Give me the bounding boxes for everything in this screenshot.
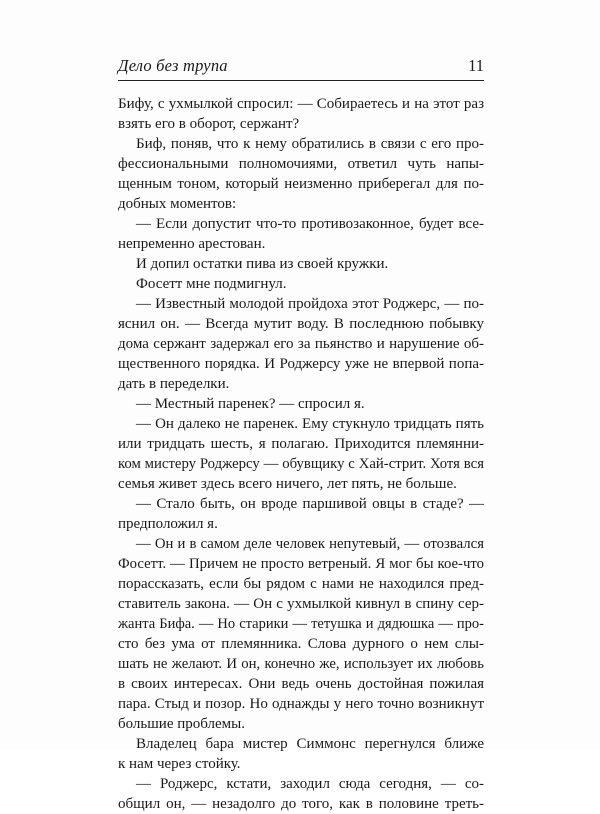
text-line: большие проблемы.: [118, 716, 245, 732]
text-line: или тридцать шесть, я полагаю. Приходится племянни-: [118, 436, 484, 452]
text-line: общил он, — незадолго до того, как в половине треть-: [118, 796, 484, 812]
text-line: щественного порядка. И Роджерсу уже не впервой попа-: [118, 356, 484, 372]
text-line: Фосетт мне подмигнул.: [136, 276, 287, 292]
text-line: непременно арестован.: [118, 236, 266, 252]
text-line: — Он далеко не паренек. Ему стукнуло тридцать пять: [136, 416, 484, 432]
text-line: дать в переделки.: [118, 376, 230, 392]
header-rule: [118, 80, 484, 81]
text-line: к нам через стойку.: [118, 756, 241, 772]
text-line: щенным тоном, который неизменно приберегал для по-: [118, 176, 484, 192]
text-line: жанта Бифа. — Но старики — тетушка и дядюшка — про-: [118, 616, 484, 632]
page-number: 11: [468, 56, 484, 75]
body-text: [118, 94, 484, 814]
text-line: пара. Стыд и позор. Но однажды у него точно возникнут: [118, 696, 484, 712]
text-line: — Стало быть, он вроде паршивой овцы в стаде? —: [136, 496, 484, 512]
text-line: — Роджерс, кстати, заходил сюда сегодня, — со-: [136, 776, 484, 792]
text-line: ком мистеру Роджерсу — обувщику с Хай-стрит. Хотя вся: [118, 456, 484, 472]
text-line: предположил я.: [118, 516, 218, 532]
text-line: добных моментов:: [118, 196, 237, 212]
text-line: Фосетт. — Причем не просто ветреный. Я мог бы кое-что: [118, 556, 484, 572]
text-line: Бифу, с ухмылкой спросил: — Собираетесь и на этот раз: [118, 96, 484, 112]
text-line: — Местный паренек? — спросил я.: [136, 396, 365, 412]
text-line: порассказать, если бы рядом с нами не находился пред-: [118, 576, 484, 592]
text-line: сто без ума от племянника. Слова дурного о нем слы-: [118, 636, 484, 652]
text-line: — Если допустит что-то противозаконное, будет все-: [136, 216, 484, 232]
text-line: Биф, поняв, что к нему обратились в связи с его про-: [136, 136, 484, 152]
text-line: яснил он. — Всегда мутит воду. В последнюю побывку: [118, 316, 484, 332]
text-line: взять его в оборот, сержант?: [118, 116, 300, 132]
text-line: семья живет здесь всего ничего, лет пять, не больше.: [118, 476, 457, 492]
text-line: фессиональными полномочиями, ответил чуть напы-: [118, 156, 484, 172]
running-header: [118, 54, 484, 78]
running-title: Дело без трупа: [118, 56, 228, 75]
text-line: в своих интересах. Они ведь очень достойная пожилая: [118, 676, 484, 692]
text-line: И допил остатки пива из своей кружки.: [136, 256, 389, 272]
text-line: — Известный молодой пройдоха этот Роджерс, — по-: [136, 296, 484, 312]
text-line: — Он и в самом деле человек непутевый, — отозвался: [136, 536, 484, 552]
text-line: ставитель закона. — Он с ухмылкой кивнул в спину сер-: [118, 596, 484, 612]
text-line: шать не желают. И он, конечно же, использует их любовь: [118, 656, 484, 672]
text-line: дома сержант задержал его за пьянство и нарушение об-: [118, 336, 484, 352]
text-line: Владелец бара мистер Симмонс перегнулся ближе: [136, 736, 484, 752]
